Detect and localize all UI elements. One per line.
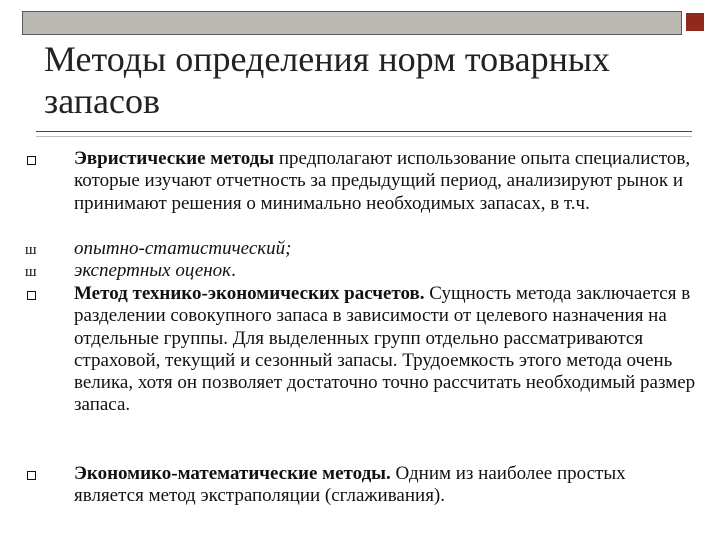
bullet-heading: Эвристические методы	[74, 148, 275, 169]
bullet-body: Сущность метода заключается в разделении совокупного запаса в зависимости от целевого назначения на отдельные группы. Для выделенных групп отдельно рассматриваются страховой, текущий и сезонный запасы. Трудоемкость этого метода очень велика, хотя он позволяет достаточно точно рассчитать необходимый размер запаса.	[74, 283, 696, 416]
sub-bullet-text: опытно-статистический;	[74, 238, 292, 259]
bullet-heading: Метод технико-экономических расчетов.	[74, 283, 425, 304]
bullet-body: Одним из наиболее простых является метод экстраполяции (сглаживания).	[74, 463, 626, 507]
square-bullet-icon	[27, 156, 36, 165]
title-bar-decoration	[22, 11, 682, 35]
corner-accent-box	[686, 13, 704, 31]
title-divider	[36, 131, 692, 132]
slide-title: Методы определения норм товарных запасов	[44, 39, 611, 121]
title-divider-shadow	[36, 136, 692, 137]
sub-bullet-marker: ш	[25, 264, 37, 280]
sub-bullet-marker: ш	[25, 242, 37, 258]
sub-bullet-text	[74, 260, 700, 282]
sub-bullet-italic: экспертных оценок	[74, 260, 232, 281]
bullet-text	[74, 148, 700, 215]
bullet-body: предполагают использование опыта специалистов, которые изучают отчетность за предыдущий период, анализируют рынок и принимают решения о минимально необходимых запасах, в т.ч.	[74, 148, 691, 214]
sub-bullet-tail: .	[231, 260, 236, 281]
bullet-text	[74, 463, 700, 508]
square-bullet-icon	[27, 471, 36, 480]
square-bullet-icon	[27, 291, 36, 300]
bullet-heading: Экономико-математические методы.	[74, 463, 391, 484]
bullet-text	[74, 283, 700, 417]
